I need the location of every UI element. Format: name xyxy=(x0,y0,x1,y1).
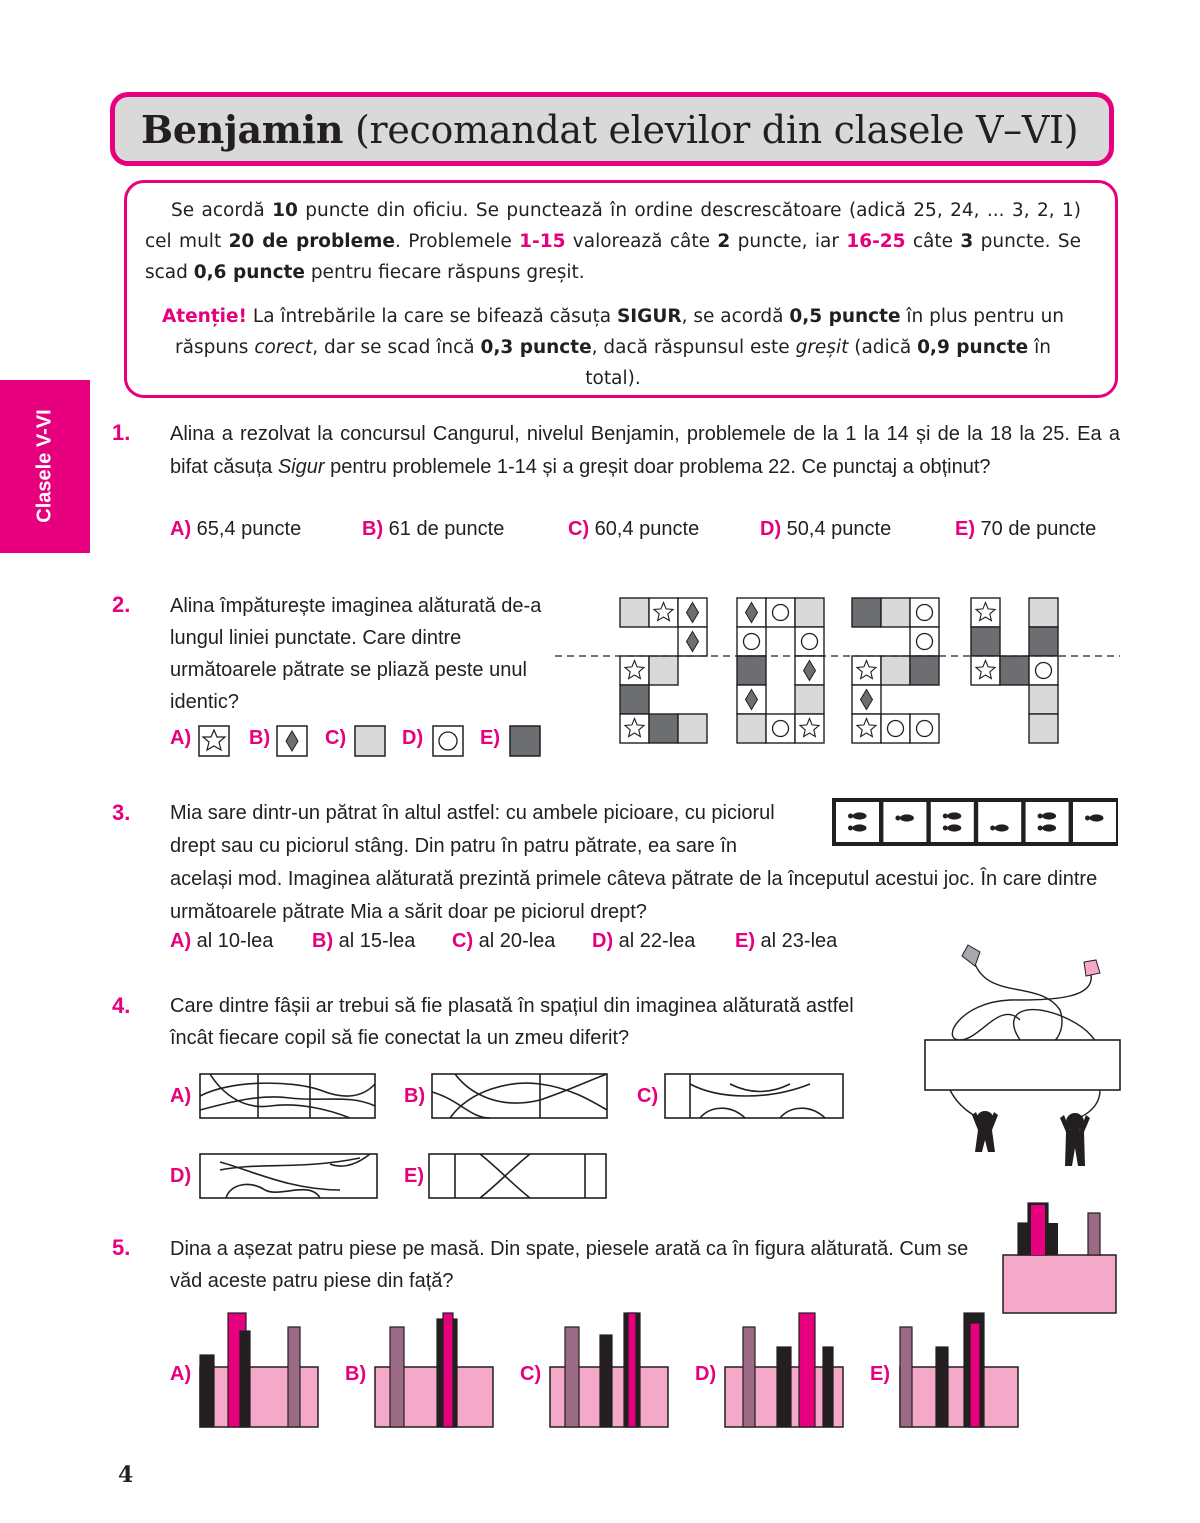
foot-icon xyxy=(853,824,867,831)
foot-icon xyxy=(900,814,914,821)
footprint-square xyxy=(931,802,974,842)
grid-cell xyxy=(737,714,766,743)
question-5-text: Dina a așezat patru piese pe masă. Din spate, piesele arată ca în figura alăturată. Cum se văd aceste patru piese din față? xyxy=(170,1238,969,1292)
grid-cell xyxy=(766,714,795,743)
empty-strip-slot xyxy=(925,1040,1120,1090)
q2-answer-e[interactable] xyxy=(480,726,540,756)
q5-back-view-figure xyxy=(995,1195,1120,1315)
grid-cell xyxy=(649,714,678,743)
dark-square-icon xyxy=(510,726,540,756)
q3-answer-e[interactable]: E) al 23-lea xyxy=(735,930,838,952)
pink-kite-icon xyxy=(1084,960,1100,976)
grid-cell xyxy=(737,656,766,685)
q4-answer-c-label[interactable]: C) xyxy=(637,1085,659,1107)
piece xyxy=(443,1313,453,1427)
foot-icon xyxy=(947,812,961,819)
q5-option-a[interactable] xyxy=(170,1313,318,1427)
grid-cell xyxy=(620,714,649,743)
q4-strip-d[interactable] xyxy=(200,1154,377,1198)
grid-cell xyxy=(620,656,649,685)
grid-cell xyxy=(795,627,824,656)
grid-cell xyxy=(910,598,939,627)
page-number: 4 xyxy=(118,1462,134,1488)
q4-strip-a[interactable] xyxy=(200,1074,375,1118)
foot-icon xyxy=(1042,812,1056,819)
piece xyxy=(777,1347,791,1427)
q2-answer-options xyxy=(170,718,550,758)
q5-option-c[interactable] xyxy=(520,1313,668,1427)
foot-icon xyxy=(853,812,867,819)
q1-answer-e[interactable]: E) 70 de puncte xyxy=(955,518,1097,540)
grid-cell xyxy=(881,714,910,743)
attention-paragraph: Atenție! La întrebările la care se bifează căsuța SIGUR, se acordă 0,5 puncte în plus pentru un răspuns corect, dar se scad încă 0,3 puncte, dacă răspunsul este greșit (adică 0,9 puncte în total). xyxy=(161,306,1065,389)
q2-answer-a[interactable] xyxy=(170,726,229,756)
grid-cell xyxy=(910,627,939,656)
question-1-number: 1. xyxy=(112,420,131,445)
footprint-square xyxy=(1073,802,1116,842)
circle-icon xyxy=(773,721,789,737)
footprint-square xyxy=(1026,802,1069,842)
q5-option-b[interactable] xyxy=(345,1313,493,1427)
q5-answer-label: C) xyxy=(520,1363,542,1385)
q1-answer-c[interactable]: C) 60,4 puncte xyxy=(568,518,700,540)
grid-cell xyxy=(795,656,824,685)
grid-cell xyxy=(737,685,766,714)
piece xyxy=(390,1327,404,1427)
q2-answer-c-label: C) xyxy=(325,727,347,749)
gray-kite-icon xyxy=(962,945,980,966)
q1-answer-a[interactable]: A) 65,4 puncte xyxy=(170,518,302,540)
question-4-number: 4. xyxy=(112,993,131,1018)
grid-cell xyxy=(795,714,824,743)
grid-cell xyxy=(1029,714,1058,743)
circle-icon xyxy=(917,721,933,737)
grid-cell xyxy=(737,627,766,656)
q4-answer-d-label[interactable]: D) xyxy=(170,1165,192,1187)
piece xyxy=(240,1331,250,1427)
piece xyxy=(200,1355,214,1427)
grid-cell xyxy=(620,685,649,714)
grid-cell xyxy=(1029,627,1058,656)
grid-cell xyxy=(678,627,707,656)
piece xyxy=(936,1347,948,1427)
q5-answer-label: E) xyxy=(870,1363,890,1385)
q5-answer-label: B) xyxy=(345,1363,367,1385)
q3-answer-a[interactable]: A) al 10-lea xyxy=(170,930,274,952)
circle-icon xyxy=(802,634,818,650)
circle-icon xyxy=(744,634,760,650)
q3-answer-d[interactable]: D) al 22-lea xyxy=(592,930,696,952)
q4-answer-b-label[interactable]: B) xyxy=(404,1085,426,1107)
circle-icon xyxy=(439,732,457,750)
q3-footprint-squares-figure xyxy=(832,798,1118,846)
grid-cell xyxy=(971,656,1000,685)
question-1-text: Alina a rezolvat la concursul Cangurul, nivelul Benjamin, problemele de la 1 la 14 și de la 18 la 25. Ea a bifat căsuța Sigur pentru problemele 1-14 și a greșit doar problema 22. Ce punctaj a obținut? xyxy=(170,423,1120,478)
piece xyxy=(743,1327,755,1427)
q2-answer-d-label: D) xyxy=(402,727,424,749)
q5-option-e[interactable] xyxy=(870,1313,1018,1427)
grid-cell xyxy=(620,598,649,627)
piece xyxy=(900,1327,912,1427)
circle-icon xyxy=(917,634,933,650)
grid-cell xyxy=(910,714,939,743)
q3-answer-c[interactable]: C) al 20-lea xyxy=(452,930,556,952)
q4-strip-c[interactable] xyxy=(665,1074,843,1118)
circle-icon xyxy=(888,721,904,737)
grid-cell xyxy=(881,598,910,627)
question-2-text: Alina împăturește imaginea alăturată de-a lungul liniei punctate. Care dintre următoarele pătrate se pliază peste unul identic? xyxy=(170,595,542,713)
scoring-rules-paragraph: Se acordă 10 puncte din oficiu. Se punctează în ordine descrescătoare (adică 25, 24, ... 3, 2, 1) cel mult 20 de probleme. Problemele 1-15 valorează câte 2 puncte, iar 16-25 câte 3 puncte. Se scad 0,6 puncte pentru fiecare răspuns greșit. xyxy=(145,200,1081,283)
piece xyxy=(288,1327,300,1427)
grid-cell xyxy=(649,656,678,685)
grid-cell xyxy=(795,685,824,714)
circle-icon xyxy=(917,605,933,621)
grid-cell xyxy=(1000,656,1029,685)
piece xyxy=(628,1313,636,1427)
footprint-square xyxy=(836,802,879,842)
foot-icon xyxy=(1042,824,1056,831)
q2-answer-d[interactable] xyxy=(402,726,463,756)
grid-cell xyxy=(1029,598,1058,627)
q1-answer-b[interactable]: B) 61 de puncte xyxy=(362,518,505,540)
q5-front-view-options xyxy=(170,1305,1030,1435)
q2-answer-b[interactable] xyxy=(249,726,307,756)
side-tab-label: Clasele V-VI xyxy=(33,409,56,523)
q3-answer-b[interactable]: B) al 15-lea xyxy=(312,930,416,952)
grid-cell xyxy=(881,656,910,685)
grid-cell xyxy=(678,714,707,743)
grid-cell xyxy=(1029,685,1058,714)
grid-cell xyxy=(649,598,678,627)
q2-answer-b-label: B) xyxy=(249,727,271,749)
foot-icon xyxy=(995,824,1009,831)
circle-icon xyxy=(773,605,789,621)
grid-cell xyxy=(852,714,881,743)
grid-cell xyxy=(795,598,824,627)
q4-answer-a-label[interactable]: A) xyxy=(170,1085,192,1107)
q5-option-d[interactable] xyxy=(695,1313,843,1427)
q4-strip-e[interactable] xyxy=(429,1154,606,1198)
question-5-number: 5. xyxy=(112,1235,131,1260)
piece xyxy=(823,1347,833,1427)
q5-answer-label: D) xyxy=(695,1363,717,1385)
q2-answer-a-label: A) xyxy=(170,727,192,749)
grid-cell xyxy=(971,598,1000,627)
question-4-text: Care dintre fâșii ar trebui să fie plasată în spațiul din imaginea alăturată astfel încât fiecare copil să fie conectat la un zmeu diferit? xyxy=(170,995,854,1049)
piece xyxy=(799,1313,815,1427)
page-title: Benjamin (recomandat elevilor din clasele V–VI) xyxy=(141,107,1079,152)
grid-cell xyxy=(910,656,939,685)
question-2-number: 2. xyxy=(112,592,131,617)
grid-cell xyxy=(1029,656,1058,685)
question-3-number: 3. xyxy=(112,800,131,825)
grid-cell xyxy=(678,598,707,627)
q2-answer-e-label: E) xyxy=(480,727,500,749)
child-left-icon xyxy=(972,1111,998,1152)
child-right-icon xyxy=(1060,1113,1090,1166)
scoring-rules-box xyxy=(124,180,1118,398)
foot-icon xyxy=(1090,814,1104,821)
grid-cell xyxy=(852,685,881,714)
q5-answer-label: A) xyxy=(170,1363,192,1385)
foot-icon xyxy=(947,824,961,831)
question-3-text: Mia sare dintr-un pătrat în altul astfel: cu ambele picioare, cu piciorul drept sau cu piciorul stâng. Din patru în patru pătrate, ea sare în același mod. Imaginea alăturată prezintă primele câteva pătrate de la începutul acestui joc. În care dintre următoarele pătrate Mia a sărit doar pe piciorul drept? xyxy=(170,802,1098,923)
blank-square-icon xyxy=(355,726,385,756)
q4-strip-options xyxy=(170,1070,850,1205)
circle-icon xyxy=(1036,663,1052,679)
title-box xyxy=(110,92,1114,166)
q2-answer-c[interactable] xyxy=(325,726,385,756)
piece xyxy=(565,1327,579,1427)
grid-cell xyxy=(852,598,881,627)
piece xyxy=(970,1323,980,1427)
q4-answer-e-label[interactable]: E) xyxy=(404,1165,424,1187)
grid-cell xyxy=(971,627,1000,656)
grid-cell xyxy=(852,656,881,685)
grid-cell xyxy=(737,598,766,627)
q1-answer-d[interactable]: D) 50,4 puncte xyxy=(760,518,892,540)
q4-kites-children-figure xyxy=(920,940,1125,1175)
grid-cell xyxy=(766,598,795,627)
side-tab xyxy=(0,380,90,553)
piece xyxy=(600,1335,612,1427)
q4-strip-b[interactable] xyxy=(432,1074,607,1118)
q2-folding-grid-figure xyxy=(555,596,1120,746)
footprint-square xyxy=(883,802,926,842)
footprint-square xyxy=(978,802,1021,842)
